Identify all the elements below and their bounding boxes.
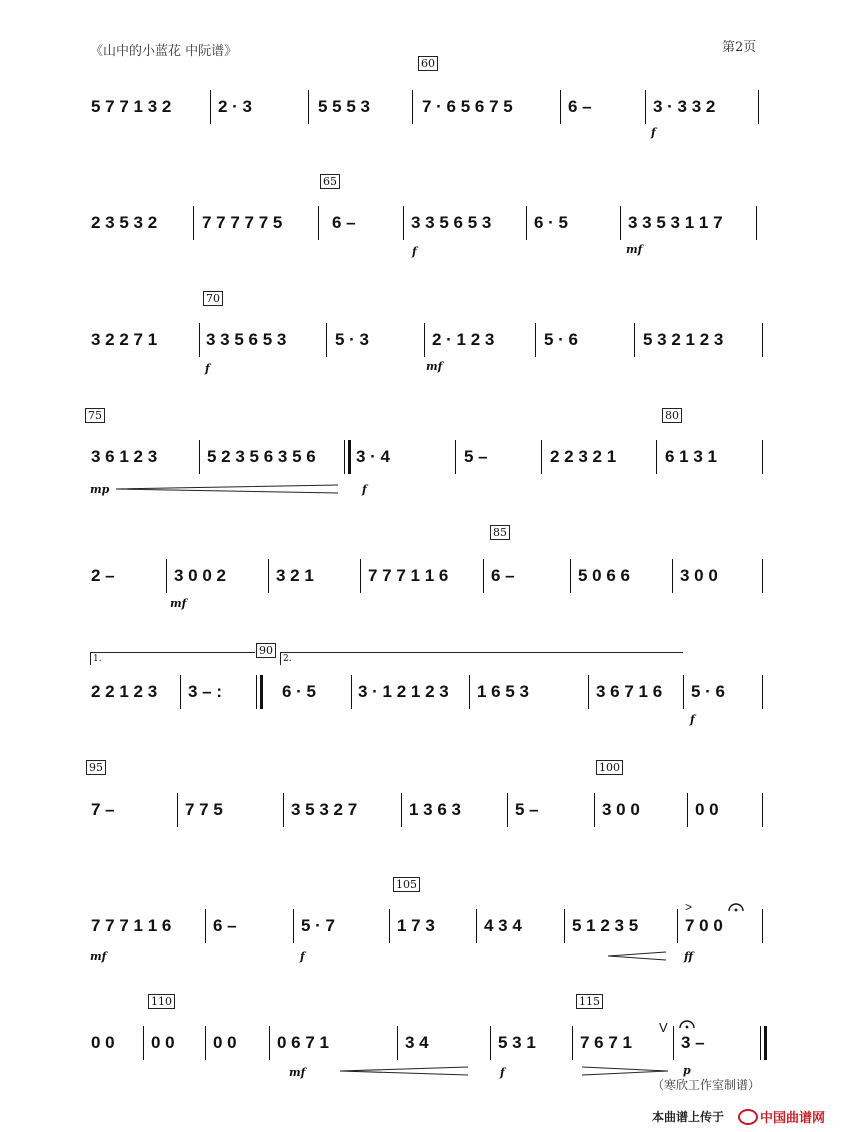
dynamic-marking: mf [426, 360, 443, 373]
measure: 2 3 5 3 2 [91, 213, 158, 232]
measure: 3 0 0 [680, 566, 718, 585]
measure: 2 2 1 2 3 [91, 682, 158, 701]
transcriber-credit: （寒欣工作室制谱） [652, 1078, 761, 1092]
measure: 3 3 5 3 1 1 7 [628, 213, 723, 232]
dynamic-marking: f [412, 245, 417, 258]
crescendo-hairpin [608, 951, 666, 961]
dynamic-marking: p [683, 1064, 691, 1077]
measure-number: 70 [203, 291, 223, 306]
site-brand[interactable]: 中国曲谱网 [760, 1111, 826, 1126]
measure-number: 110 [148, 994, 175, 1009]
measure: 5 3 1 [498, 1033, 536, 1052]
measure: 5 3 2 1 2 3 [643, 330, 724, 349]
measure: 2 · 3 [218, 97, 253, 116]
measure: 2 2 3 2 1 [550, 447, 617, 466]
dynamic-marking: mf [90, 950, 107, 963]
measure: 3 6 7 1 6 [596, 682, 663, 701]
measure: 3 – [681, 1033, 705, 1052]
measure: 0 0 [151, 1033, 175, 1052]
decrescendo-hairpin [582, 1066, 668, 1076]
measure: 1 3 6 3 [409, 800, 461, 819]
measure-number: 90 [256, 643, 276, 658]
measure-number: 100 [596, 760, 623, 775]
measure-number: 105 [393, 877, 420, 892]
crescendo-hairpin [340, 1066, 468, 1076]
measure: 6 1 3 1 [665, 447, 717, 466]
fermata-icon [679, 1019, 695, 1029]
measure: 3 2 2 7 1 [91, 330, 158, 349]
dynamic-marking: f [500, 1066, 505, 1079]
measure: 0 0 [695, 800, 719, 819]
measure: 5 · 6 [691, 682, 726, 701]
measure: 5 · 7 [301, 916, 336, 935]
measure-number: 60 [418, 56, 438, 71]
measure-number: 65 [320, 174, 340, 189]
dynamic-marking: f [300, 950, 305, 963]
measure: 3 · 4 [356, 447, 391, 466]
first-ending-label: 1. [93, 654, 102, 664]
measure: 7 7 7 1 1 6 [368, 566, 449, 585]
measure: 7 · 6 5 6 7 5 [422, 97, 513, 116]
measure: 3 – : [188, 682, 223, 701]
measure: 2 – [91, 566, 115, 585]
measure: 0 6 7 1 [277, 1033, 329, 1052]
measure: 5 5 5 3 [318, 97, 370, 116]
measure: 3 5 3 2 7 [291, 800, 358, 819]
measure: 3 3 5 6 5 3 [206, 330, 287, 349]
measure: 7 6 7 1 [580, 1033, 632, 1052]
first-ending-bracket [90, 652, 255, 665]
measure: 6 · 5 [282, 682, 317, 701]
breath-mark: V [659, 1020, 668, 1035]
second-ending-bracket [280, 652, 683, 665]
measure: 1 7 3 [397, 916, 435, 935]
measure: 5 · 6 [544, 330, 579, 349]
measure: 7 7 7 1 1 6 [91, 916, 172, 935]
measure: 5 · 3 [335, 330, 370, 349]
dynamic-marking: f [205, 362, 210, 375]
measure: 7 0 0 [685, 916, 723, 935]
measure: 3 · 1 2 1 2 3 [358, 682, 449, 701]
measure: 3 2 1 [276, 566, 314, 585]
measure-number: 85 [490, 525, 510, 540]
measure: 5 0 6 6 [578, 566, 630, 585]
measure: 5 7 7 1 3 2 [91, 97, 172, 116]
score-title: 《山中的小蓝花 中阮谱》 [90, 44, 238, 59]
measure: 3 3 5 6 5 3 [411, 213, 492, 232]
measure-number: 95 [86, 760, 106, 775]
measure-number: 75 [85, 408, 105, 423]
measure: 5 2 3 5 6 3 5 6 [207, 447, 316, 466]
dynamic-marking: mf [289, 1066, 306, 1079]
measure-number: 80 [662, 408, 682, 423]
measure: 3 4 [405, 1033, 429, 1052]
measure: 6 · 5 [534, 213, 569, 232]
measure: 3 6 1 2 3 [91, 447, 158, 466]
page-number: 第2页 [722, 40, 757, 55]
measure: 0 0 [213, 1033, 237, 1052]
measure: 6 – [491, 566, 515, 585]
measure: 7 – [91, 800, 115, 819]
measure: 7 7 5 [185, 800, 223, 819]
accent-mark: > [685, 900, 693, 914]
measure: 3 · 3 3 2 [653, 97, 716, 116]
dynamic-marking: f [651, 126, 656, 139]
measure: 1 6 5 3 [477, 682, 529, 701]
measure: 5 1 2 3 5 [572, 916, 639, 935]
measure: 4 3 4 [484, 916, 522, 935]
measure: 6 – [213, 916, 237, 935]
second-ending-label: 2. [283, 654, 292, 664]
dynamic-marking: f [362, 483, 367, 496]
fermata-icon [728, 902, 744, 912]
measure: 5 – [515, 800, 539, 819]
upload-source-text: 本曲谱上传于 [652, 1110, 725, 1124]
measure: 6 – [332, 213, 356, 232]
dynamic-marking: mf [626, 243, 643, 256]
measure: 6 – [568, 97, 592, 116]
dynamic-marking: mp [90, 483, 110, 496]
dynamic-marking: ff [684, 950, 694, 963]
measure: 2 · 1 2 3 [432, 330, 495, 349]
measure-number: 115 [576, 994, 603, 1009]
dynamic-marking: f [690, 713, 695, 726]
measure: 3 0 0 [602, 800, 640, 819]
dynamic-marking: mf [170, 597, 187, 610]
measure: 7 7 7 7 7 5 [202, 213, 283, 232]
site-logo-icon [738, 1109, 758, 1125]
crescendo-hairpin [116, 484, 338, 494]
measure: 0 0 [91, 1033, 115, 1052]
measure: 5 – [464, 447, 488, 466]
measure: 3 0 0 2 [174, 566, 226, 585]
